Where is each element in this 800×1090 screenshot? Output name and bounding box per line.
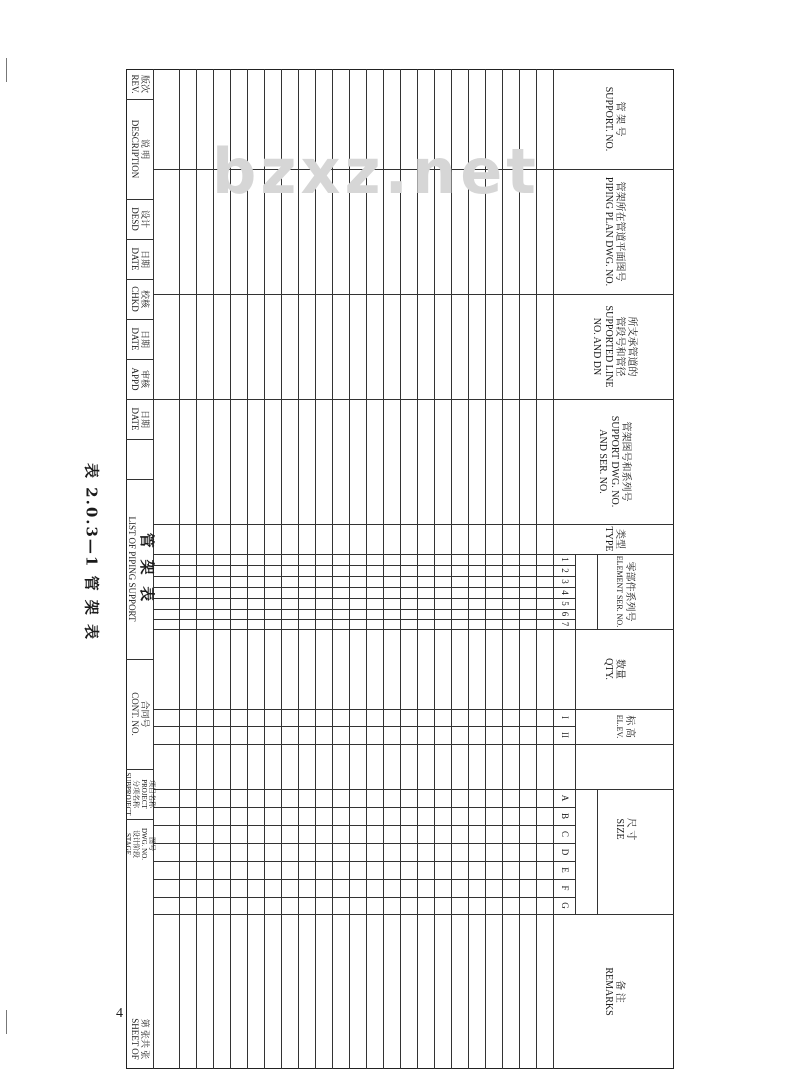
- tb-appd: [126, 359, 154, 399]
- header-support-dwg: [554, 399, 674, 524]
- row-line: [247, 69, 248, 1069]
- elev-sub-divider: [154, 726, 576, 727]
- row-line: [417, 69, 418, 1069]
- margin-mark-bottom: [6, 1010, 7, 1034]
- element-en: ELEMENT SER. NO.: [614, 555, 624, 628]
- sheet-title-en: LIST OF PIPING SUPPORT: [126, 516, 137, 622]
- piping-plan-en: PIPING PLAN DWG. NO.: [603, 176, 614, 287]
- size-letter-g: G: [560, 902, 571, 909]
- support-dwg-en1: SUPPORT DWG. NO.: [608, 415, 620, 508]
- size-sub-divider: [154, 861, 576, 862]
- size-sub-divider: [154, 879, 576, 880]
- sheet-en: SHEET OF: [130, 1018, 140, 1060]
- header-elev: [576, 709, 674, 744]
- project-en: PROJECT: [140, 779, 149, 809]
- desd-en: DESD: [130, 207, 140, 231]
- row-line: [196, 69, 197, 1069]
- size-cn: 尺 寸: [625, 817, 637, 841]
- header-support-no: [554, 69, 674, 169]
- page-number: 4: [116, 1006, 123, 1021]
- size-letter-b: B: [560, 812, 571, 819]
- type-en: TYPE: [603, 526, 614, 552]
- qty-cn: 数量: [614, 659, 626, 679]
- row-line: [519, 69, 520, 1069]
- description-en: DESCRIPTION: [130, 119, 140, 179]
- tb-project: [123, 769, 157, 819]
- sheet-title-cn: 管 架 表: [137, 532, 154, 606]
- tb-date2: [126, 319, 154, 359]
- sheet-cn: 第 张共 张: [140, 1018, 151, 1060]
- row-line: [434, 69, 435, 1069]
- supported-line-en1: SUPPORTED LINE: [603, 305, 614, 388]
- remarks-en: REMARKS: [603, 967, 614, 1016]
- element-sub-divider: [154, 587, 576, 588]
- project-cn: 项目名称: [148, 780, 157, 808]
- tb-divider: [126, 439, 154, 440]
- size-en: SIZE: [614, 818, 625, 840]
- supported-line-en2: NO. AND DN: [591, 317, 603, 376]
- size-sub-divider: [154, 843, 576, 844]
- element-sub-divider: [154, 598, 576, 599]
- header-type: [554, 524, 674, 554]
- tb-date1: [126, 239, 154, 279]
- description-cn: 说 明: [140, 138, 151, 160]
- support-dwg-en2: AND SER. NO.: [597, 429, 609, 494]
- element-num-6: 6: [560, 611, 571, 617]
- dwg-cn: 图号: [148, 837, 157, 851]
- row-line: [298, 69, 299, 1069]
- element-num-3: 3: [560, 579, 571, 584]
- row-line: [281, 69, 282, 1069]
- row-line: [383, 69, 384, 1069]
- elev-en: EL.EV.: [614, 714, 624, 739]
- row-line: [349, 69, 350, 1069]
- element-cn: 零部件系列号: [624, 561, 636, 622]
- supported-line-cn1: 所支承管道的: [626, 316, 637, 377]
- support-no-en: SUPPORT. NO.: [603, 86, 614, 152]
- dwg-en: DWG. NO.: [140, 827, 149, 861]
- element-num-5: 5: [560, 601, 571, 606]
- element-num-1: 1: [560, 557, 571, 562]
- element-num-2: 2: [560, 568, 571, 573]
- chkd-cn: 校核: [140, 289, 151, 308]
- chkd-en: CHKD: [130, 286, 140, 312]
- header-size: [576, 744, 674, 914]
- stage-en: STAGE: [123, 833, 132, 855]
- supported-line-cn2: 管段号和管径: [614, 316, 626, 377]
- elev-cn: 标 高: [624, 715, 636, 738]
- row-line: [332, 69, 333, 1069]
- tb-cont: [126, 659, 154, 769]
- element-num-7: 7: [560, 621, 571, 627]
- tb-sheet-title: [126, 479, 154, 659]
- header-piping-plan: [554, 169, 674, 294]
- appd-cn: 审核: [140, 369, 151, 388]
- tb-dwg: [123, 819, 157, 869]
- date2-cn: 日期: [140, 329, 151, 348]
- row-line: [502, 69, 503, 1069]
- element-sub-divider: [154, 609, 576, 610]
- elev-sub-2: II: [560, 732, 571, 738]
- stage-cn: 设计阶段: [132, 830, 140, 858]
- element-sub-divider: [154, 619, 576, 620]
- support-dwg-cn: 管架图号和系列号: [620, 421, 632, 502]
- margin-mark-top: [6, 58, 7, 82]
- header-remarks: [554, 914, 674, 1069]
- tb-description: [126, 99, 154, 199]
- row-line: [468, 69, 469, 1069]
- row-line: [179, 69, 180, 1069]
- header-supported-line: [554, 294, 674, 399]
- tb-desd: [126, 199, 154, 239]
- header-qty: [554, 629, 674, 709]
- row-line: [315, 69, 316, 1069]
- cont-cn: 合同号: [140, 700, 151, 728]
- remarks-cn: 备 注: [614, 980, 626, 1003]
- tb-date3: [126, 399, 154, 439]
- size-letter-c: C: [560, 830, 571, 837]
- watermark: bzxz.net: [212, 135, 540, 208]
- date2-en: DATE: [130, 327, 140, 351]
- date3-cn: 日期: [140, 409, 151, 428]
- size-letter-e: E: [560, 867, 571, 873]
- row-line: [451, 69, 452, 1069]
- piping-support-sheet: [123, 69, 674, 1069]
- rev-cn: 版次: [140, 74, 151, 93]
- subproject-cn: 分项名称: [132, 780, 140, 808]
- size-letter-a: A: [560, 794, 571, 802]
- tb-rev: [126, 69, 154, 99]
- type-cn: 类型: [614, 529, 626, 549]
- size-letter-f: F: [560, 885, 571, 891]
- date1-cn: 日期: [140, 249, 151, 268]
- appd-en: APPD: [130, 367, 140, 391]
- elev-sub-1: I: [560, 716, 571, 719]
- desd-cn: 设计: [140, 209, 151, 228]
- rev-en: REV.: [130, 74, 140, 94]
- tb-chkd: [126, 279, 154, 319]
- subproject-en: SUBPROJECT: [123, 772, 132, 816]
- row-line: [230, 69, 231, 1069]
- cont-en: CONT. NO.: [130, 692, 140, 736]
- row-line: [400, 69, 401, 1069]
- piping-plan-cn: 管架所在管道平面图号: [614, 181, 626, 282]
- size-sub-divider: [154, 825, 576, 826]
- qty-en: QTY.: [603, 658, 614, 680]
- support-no-cn: 管 架 号: [614, 101, 626, 137]
- date3-en: DATE: [130, 407, 140, 431]
- row-line: [485, 69, 486, 1069]
- row-line: [264, 69, 265, 1069]
- size-sub-divider: [154, 807, 576, 808]
- row-line: [213, 69, 214, 1069]
- element-sub-divider: [154, 576, 576, 577]
- tb-sheet: [126, 1009, 154, 1069]
- header-element: [576, 554, 674, 629]
- element-num-4: 4: [560, 590, 571, 595]
- table-title: 表 2.0.3—1 管 架 表: [82, 462, 101, 642]
- date1-en: DATE: [130, 247, 140, 271]
- row-line: [536, 69, 537, 1069]
- size-sub-divider: [154, 897, 576, 898]
- size-letter-d: D: [560, 848, 571, 856]
- element-sub-divider: [154, 565, 576, 566]
- row-line: [366, 69, 367, 1069]
